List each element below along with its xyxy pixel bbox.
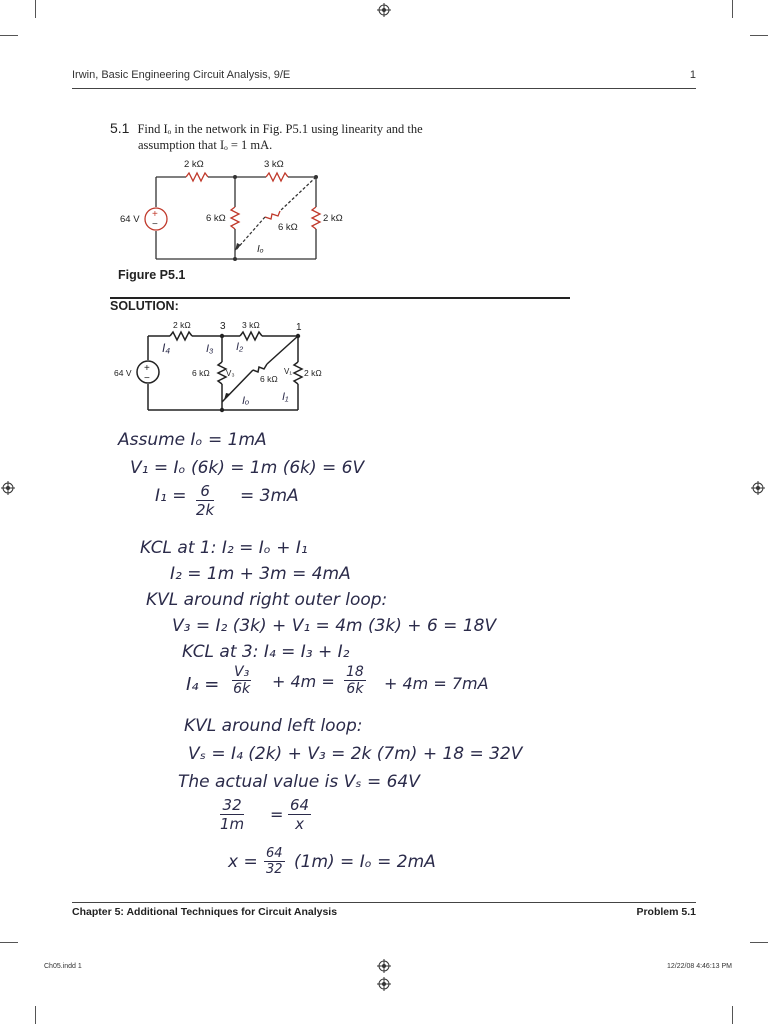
solution-heading: SOLUTION:	[110, 299, 179, 313]
solution-line-i4-mid: + 4m =	[272, 672, 335, 691]
frac-denominator: 32	[266, 862, 283, 877]
footer-problem: Problem 5.1	[636, 906, 696, 918]
sol-r-6k-mid: 6 kΩ	[192, 368, 210, 378]
crop-mark	[732, 0, 733, 18]
frac-denominator: 2k	[196, 501, 215, 519]
solution-line-kvl-left: KVL around left loop:	[184, 716, 363, 736]
solution-line-ratio-eq: =	[270, 805, 284, 824]
frac-numerator: 64	[266, 846, 283, 861]
frac-numerator: 6	[196, 482, 214, 501]
sol-r-2k-top: 2 kΩ	[173, 320, 191, 330]
fig-r-6k-diag: 6 kΩ	[278, 222, 298, 233]
problem-statement	[110, 120, 423, 153]
frac-denominator: 6k	[233, 681, 251, 697]
solution-rule	[110, 297, 570, 299]
solution-frac-64-32	[264, 846, 285, 877]
sol-v1-label: V₁	[284, 367, 293, 376]
sol-io-label: Iₒ	[242, 395, 250, 407]
header-rule	[72, 88, 696, 89]
solution-line-vs: Vₛ = I₄ (2k) + V₃ = 2k (7m) + 18 = 32V	[188, 744, 523, 764]
sol-node-1: 1	[296, 322, 302, 333]
footer-chapter: Chapter 5: Additional Techniques for Circuit Analysis	[72, 906, 338, 918]
crop-mark	[0, 35, 18, 36]
solution-circuit	[112, 318, 342, 414]
problem-line-2: assumption that Iₒ = 1 mA.	[138, 138, 273, 152]
frac-denominator: 1m	[220, 815, 245, 833]
fig-source-label: 64 V	[120, 214, 140, 225]
fig-io-label: Iₒ	[257, 244, 264, 255]
fig-plus-label: +	[152, 209, 158, 220]
fig-r-2k-right: 2 kΩ	[323, 213, 343, 224]
sol-r-3k-top: 3 kΩ	[242, 320, 260, 330]
sol-minus-label: −	[144, 373, 150, 384]
solution-line-v3: V₃ = I₂ (3k) + V₁ = 4m (3k) + 6 = 18V	[172, 616, 497, 636]
solution-line-i1-left: I₁ =	[155, 486, 187, 506]
solution-line-assume: Assume Iₒ = 1mA	[118, 430, 267, 450]
frac-numerator: 18	[346, 664, 364, 680]
registration-mark-icon	[751, 481, 765, 495]
sol-plus-label: +	[144, 363, 150, 374]
crop-mark	[750, 35, 768, 36]
frac-numerator: V₃	[234, 664, 250, 680]
sol-node-3: 3	[220, 321, 226, 332]
crop-mark	[35, 1006, 36, 1024]
registration-mark-icon	[377, 3, 391, 17]
registration-mark-icon	[1, 481, 15, 495]
slug-filename: Ch05.indd 1	[44, 963, 82, 970]
solution-line-i2: I₂ = 1m + 3m = 4mA	[170, 564, 351, 584]
sol-i1-label: I₁	[282, 391, 289, 403]
fig-r-2k-top: 2 kΩ	[184, 159, 204, 170]
problem-line-1: Find Iₒ in the network in Fig. P5.1 using linearity and the	[137, 122, 423, 136]
sol-v3-label: V₃	[226, 369, 235, 378]
problem-number: 5.1	[110, 120, 130, 136]
frac-denominator: 6k	[346, 681, 364, 697]
sol-i2-label: I₂	[236, 341, 244, 353]
figure-label: Figure P5.1	[118, 268, 186, 282]
sol-i4-label: I₄	[162, 341, 171, 355]
solution-line-kcl1: KCL at 1: I₂ = Iₒ + I₁	[140, 538, 308, 558]
solution-line-kvl-right: KVL around right outer loop:	[146, 590, 388, 610]
fig-r-3k-top: 3 kΩ	[264, 159, 284, 170]
footer-rule	[72, 902, 696, 903]
sol-source-label: 64 V	[114, 368, 132, 378]
crop-mark	[732, 1006, 733, 1024]
sol-r-2k-right: 2 kΩ	[304, 368, 322, 378]
frac-denominator: x	[295, 815, 304, 833]
frac-numerator: 32	[220, 796, 244, 815]
sol-r-6k-diag: 6 kΩ	[260, 374, 278, 384]
solution-line-actual: The actual value is Vₛ = 64V	[178, 772, 420, 792]
solution-line-kcl3: KCL at 3: I₄ = I₃ + I₂	[182, 642, 350, 662]
solution-frac-i1	[196, 482, 214, 519]
frac-numerator: 64	[290, 796, 310, 814]
solution-line-x-right: (1m) = Iₒ = 2mA	[294, 852, 436, 872]
solution-line-x-left: x =	[228, 852, 258, 872]
solution-line-i4-left: I₄ =	[186, 674, 220, 695]
running-header: Irwin, Basic Engineering Circuit Analysis, 9/E	[72, 69, 291, 81]
solution-line-i4-right: + 4m = 7mA	[384, 674, 489, 693]
sol-i3-label: I₃	[206, 343, 214, 355]
solution-line-i1-right: = 3mA	[240, 486, 299, 506]
slug-date: 12/22/08 4:46:13 PM	[667, 963, 732, 970]
page-number: 1	[689, 69, 696, 81]
solution-line-v1: V₁ = Iₒ (6k) = 1m (6k) = 6V	[130, 458, 365, 478]
solution-frac-64-x	[288, 796, 311, 833]
crop-mark	[35, 0, 36, 18]
registration-mark-icon	[377, 959, 391, 973]
solution-frac-v3	[232, 664, 251, 697]
registration-mark-icon	[377, 977, 391, 991]
fig-r-6k-mid: 6 kΩ	[206, 213, 226, 224]
figure-p51-circuit	[110, 155, 370, 265]
solution-frac-32-1m	[220, 796, 244, 833]
crop-mark	[0, 942, 18, 943]
crop-mark	[750, 942, 768, 943]
fig-minus-label: −	[152, 219, 158, 230]
solution-frac-18	[344, 664, 366, 697]
